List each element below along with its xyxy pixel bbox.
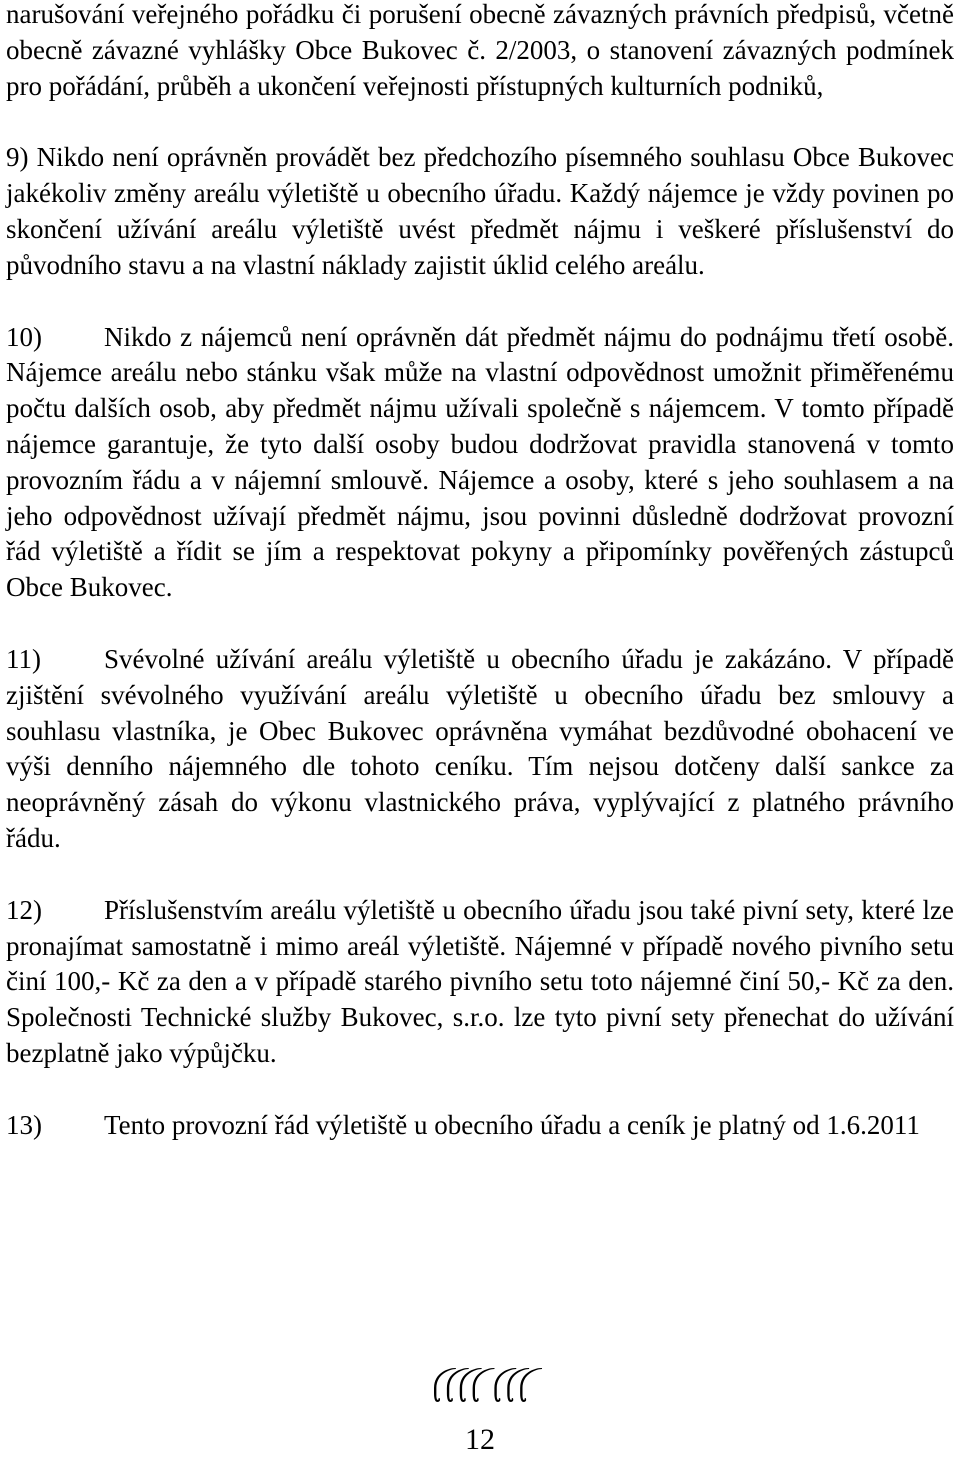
paragraph-gap [6,857,954,893]
item-12-text: Příslušenstvím areálu výletiště u obecního úřadu jsou také pivní sety, které lze pronajímat samostatně i mimo areál výletiště. Nájemné v případě nového pivního setu činí 100,- Kč za den a v případě starého pivního setu toto nájemné činí 50,- Kč za den. Společnosti Technické služby Bukovec, s.r.o. lze tyto pivní sety přenechat do užívání bezplatně jako výpůjčku. [6,894,954,1068]
document-page [6,0,954,1144]
item-11-paragraph [6,642,954,857]
item-9-number: 9) [6,142,29,173]
intro-paragraph: narušování veřejného pořádku či porušení obecně závazných právních předpisů, včetně obecně závazné vyhlášky Obce Bukovec č. 2/2003, o stanovení závazných podmínek pro pořádání, průběh a ukončení veřejnosti přístupných kulturních podniků, [6,0,954,101]
item-12-paragraph [6,893,954,1072]
item-13-number: 13) [6,1109,42,1140]
paragraph-gap [6,1072,954,1108]
item-10-paragraph [6,320,954,606]
page-number: 12 [465,1423,495,1456]
item-10-text: Nikdo z nájemců není oprávněn dát předmět nájmu do podnájmu třetí osobě. Nájemce areálu nebo stánku však může na vlastní odpovědnost umožnit přiměřenému počtu dalších osob, aby předmět nájmu užívali společně s nájemcem. V tomto případě nájemce garantuje, že tyto další osoby budou dodržovat pravidla stanovená v tomto provozním řádu a v nájemní smlouvě. Nájemce a osoby, které s jeho souhlasem a na jeho odpovědnost užívají předmět nájmu, jsou povinni důsledně dodržovat provozní řád výletiště a řídit se jím a respektovat pokyny a připomínky pověřených zástupců Obce Bukovec. [6,321,954,603]
decorative-ornament-divider: ꪶꪶꪶꪶ ꪶꪶꪶ [430,1378,530,1409]
item-10-number: 10) [6,321,42,352]
item-11-number: 11) [6,643,41,674]
paragraph-gap [6,606,954,642]
paragraph-gap [6,104,954,140]
paragraph-gap [6,284,954,320]
item-9-text: Nikdo není oprávněn provádět bez předchozího písemného souhlasu Obce Bukovec jakékoliv změny areálu výletiště u obecního úřadu. Každý nájemce je vždy povinen po skončení užívání areálu výletiště uvést předmět nájmu i veškeré příslušenství do původního stavu a na vlastní náklady zajistit úklid celého areálu. [6,142,954,280]
item-13-paragraph [6,1108,954,1144]
item-12-number: 12) [6,894,42,925]
item-11-text: Svévolné užívání areálu výletiště u obecního úřadu je zakázáno. V případě zjištění svévolného využívání areálu výletiště u obecního úřadu bez smlouvy a souhlasu vlastníka, je Obec Bukovec oprávněna vymáhat bezdůvodné obohacení ve výši denního nájemného dle tohoto ceníku. Tím nejsou dotčeny další sankce za neoprávněný zásah do výkonu vlastnického práva, vyplývající z platného právního řádu. [6,643,954,853]
item-9-paragraph [6,140,954,283]
item-13-text: Tento provozní řád výletiště u obecního úřadu a ceník je platný od 1.6.2011 [104,1109,920,1140]
